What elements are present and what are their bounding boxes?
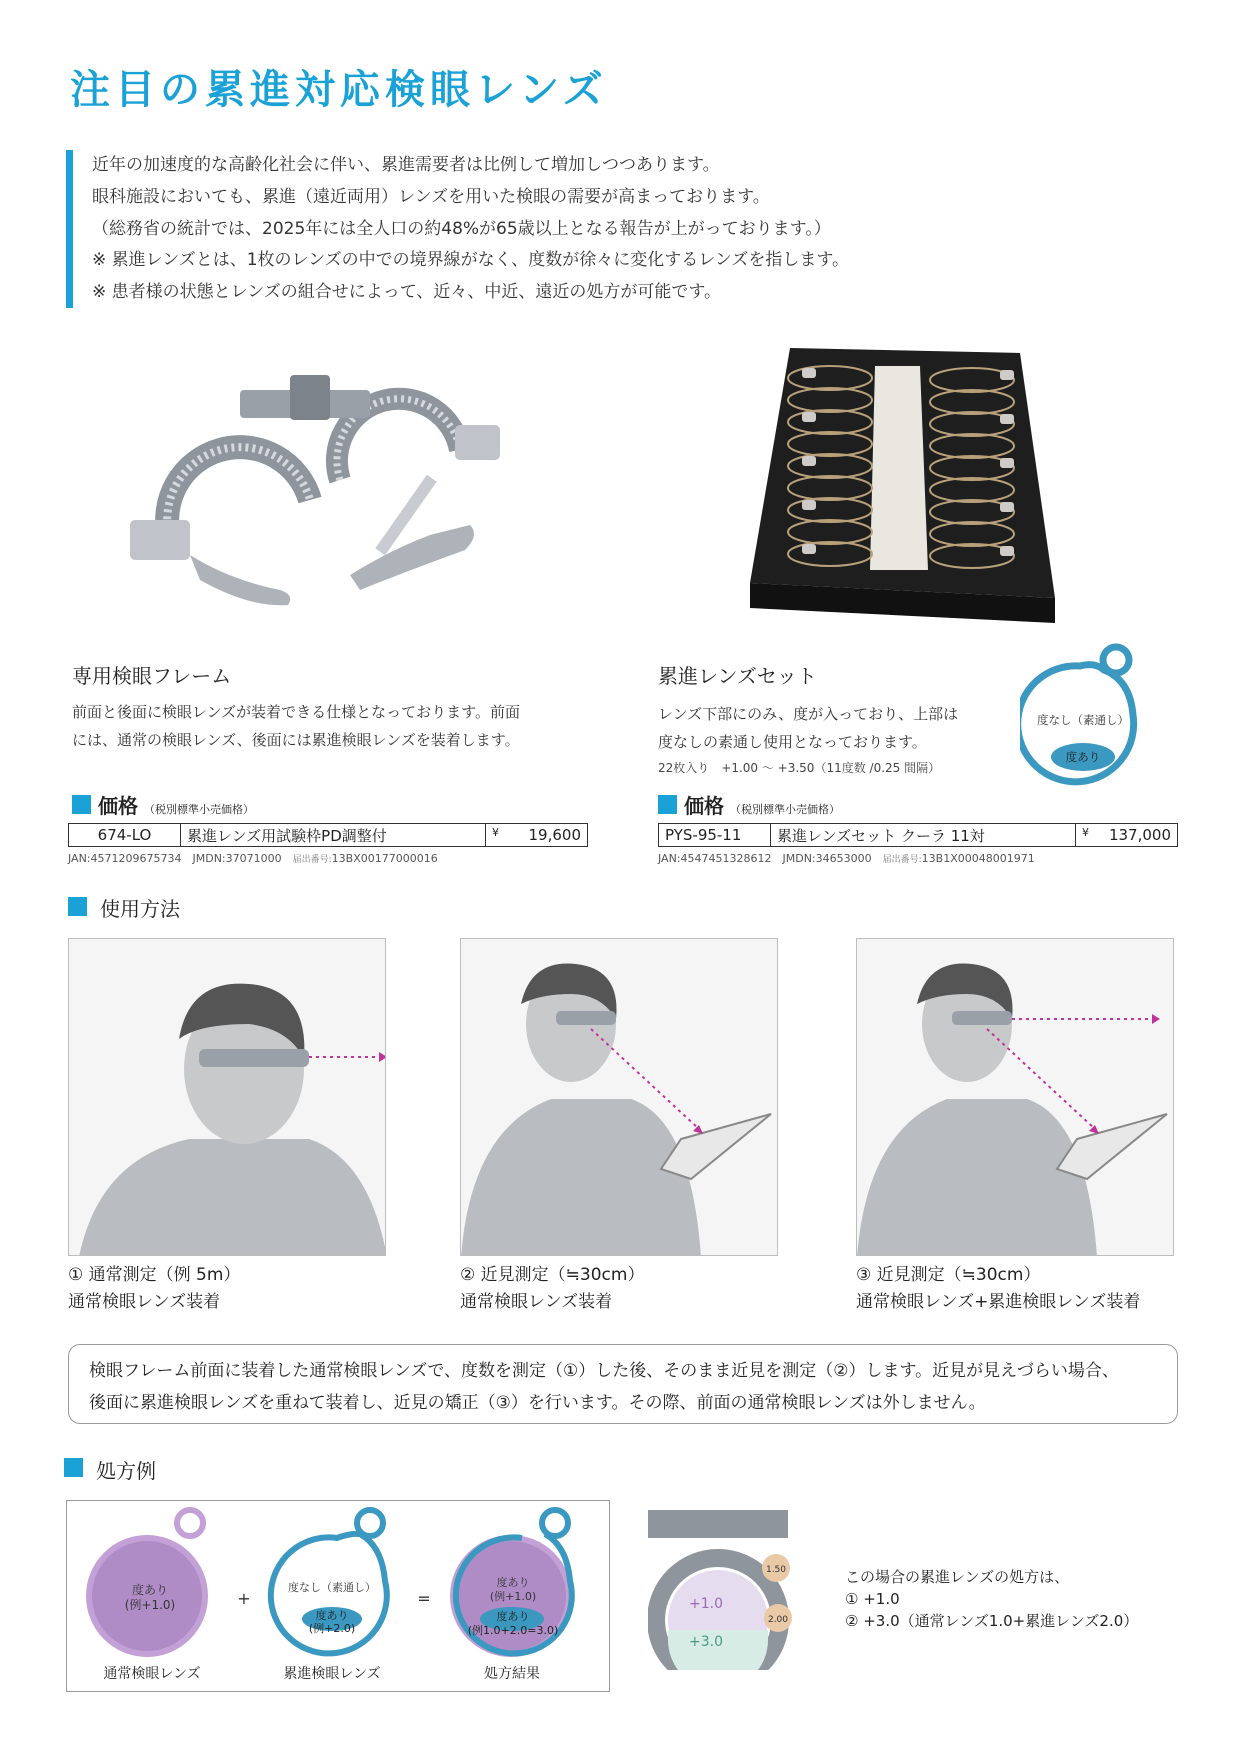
step2-illustration — [461, 939, 778, 1256]
product1-desc-line: 前面と後面に検眼レンズが装着できる仕様となっております。前面 — [72, 703, 520, 721]
price1-item: 累進レンズ用試験枠PD調整付 — [181, 824, 486, 847]
step3-title: ③ 近見測定（≒30cm） — [856, 1265, 1041, 1285]
product1-jan — [68, 850, 438, 866]
lens-top-text: 度なし（素通し） — [1037, 713, 1129, 727]
price1-heading — [98, 790, 254, 819]
product1-jan-code: JAN:4571209675734 JMDN:37071000 — [68, 852, 282, 865]
price2-amount: 137,000 — [1108, 826, 1171, 844]
table-row — [69, 824, 588, 847]
product2-name: 累進レンズセット — [658, 664, 817, 688]
product2-jan-code: JAN:4547451328612 JMDN:34653000 — [658, 852, 872, 865]
lens3-t1: 度あり — [496, 1576, 530, 1589]
lens1-label: 通常検眼レンズ — [103, 1666, 201, 1682]
lens2-b1: 度あり — [315, 1609, 349, 1622]
lens-bottom-text: 度あり — [1065, 750, 1101, 764]
trial-frame-illustration — [110, 340, 530, 630]
usage-note-box — [68, 1344, 1178, 1424]
price2-code: PYS-95-11 — [659, 824, 771, 847]
step3-photo — [856, 938, 1174, 1256]
price1-table — [68, 823, 588, 847]
product2-reg-label: 届出番号: — [882, 855, 922, 865]
product2-note: 22枚入り +1.00 ～ +3.50（11度数 /0.25 間隔） — [658, 761, 941, 775]
step3-illustration — [857, 939, 1174, 1256]
step2-detail: 通常検眼レンズ装着 — [460, 1292, 613, 1312]
intro-line: 眼科施設においても、累進（遠近両用）レンズを用いた検眼の需要が高まっております。 — [92, 186, 770, 207]
page-title: 注目の累進対応検眼レンズ — [70, 66, 608, 113]
intro-line: ※ 累進レンズとは、1枚のレンズの中での境界線がなく、度数が徐々に変化するレンズを指します。 — [92, 250, 849, 271]
photo-tag1: 1.50 — [765, 1565, 787, 1575]
step2-caption — [460, 1262, 644, 1316]
lens3-label: 処方結果 — [484, 1666, 540, 1682]
rx-diagram-box — [66, 1500, 610, 1692]
product2-reg-number: 13B1X00048001971 — [921, 852, 1035, 865]
rx-frame-photo — [648, 1500, 808, 1670]
price2-heading — [684, 790, 840, 819]
lens2-b2: (例+2.0) — [308, 1622, 356, 1635]
product1-reg-label: 届出番号: — [292, 855, 332, 865]
product2-desc-line: レンズ下部にのみ、度が入っており、上部は — [658, 705, 959, 723]
price1-amount: 19,600 — [528, 826, 581, 844]
lens2-top: 度なし（素通し） — [288, 1581, 376, 1594]
step1-title: ① 通常測定（例 5m） — [68, 1265, 241, 1285]
lens3-t2: (例+1.0) — [489, 1590, 537, 1603]
intro-line: ※ 患者様の状態とレンズの組合せによって、近々、中近、遠近の処方が可能です。 — [92, 282, 722, 303]
step3-caption — [856, 1262, 1140, 1316]
price1-amount-cell — [486, 824, 588, 847]
step1-caption — [68, 1262, 240, 1316]
yen-sign: ¥ — [1082, 826, 1089, 839]
trial-frame-photo — [110, 340, 530, 630]
photo-top-value: +1.0 — [689, 1596, 723, 1612]
rx-text-line: この場合の累進レンズの処方は、 — [845, 1568, 1070, 1586]
intro-line: （総務省の統計では、2025年には全人口の約48%が65歳以上となる報告が上がっております。） — [92, 218, 831, 239]
lens-case-illustration — [750, 348, 1055, 623]
step3-detail: 通常検眼レンズ+累進検眼レンズ装着 — [856, 1292, 1141, 1312]
usage-heading: 使用方法 — [100, 897, 180, 921]
product1-name: 専用検眼フレーム — [72, 664, 232, 688]
step1-illustration — [69, 939, 386, 1256]
price1-code: 674-LO — [69, 824, 181, 847]
step1-detail: 通常検眼レンズ装着 — [68, 1292, 221, 1312]
product1-desc-line: には、通常の検眼レンズ、後面には累進検眼レンズを装着します。 — [72, 731, 520, 749]
product1-description — [72, 698, 520, 754]
price2-sub: （税別標準小売価格） — [730, 803, 840, 816]
lens-set-photo — [750, 348, 1055, 623]
photo-tag2: 2.00 — [767, 1615, 789, 1625]
lens2-label: 累進検眼レンズ — [283, 1666, 381, 1682]
rx-explanation — [845, 1566, 1138, 1632]
step2-title: ② 近見測定（≒30cm） — [460, 1265, 645, 1285]
progressive-lens-icon — [1020, 640, 1150, 790]
rx-text-line: ① +1.0 — [845, 1590, 900, 1608]
price1-square-icon — [72, 795, 91, 814]
usage-note-line: 検眼フレーム前面に装着した通常検眼レンズで、度数を測定（①）した後、そのまま近見を測定（②）します。近見が見えづらい場合、 — [89, 1361, 1119, 1381]
product2-jan — [658, 850, 1035, 866]
rx-plus: + — [237, 1589, 251, 1608]
product2-desc-line: 度なしの素通し使用となっております。 — [658, 733, 927, 751]
price2-label: 価格 — [684, 794, 724, 818]
lens3-b1: 度あり — [496, 1610, 530, 1623]
product1-reg-number: 13BX00177000016 — [331, 852, 438, 865]
price1-sub: （税別標準小売価格） — [144, 803, 254, 816]
usage-note-line: 後面に累進検眼レンズを重ねて装着し、近見の矯正（③）を行います。その際、前面の通常検眼レンズは外しません。 — [89, 1393, 986, 1413]
table-row — [659, 824, 1178, 847]
photo-bottom-value: +3.0 — [689, 1634, 723, 1650]
progressive-lens-diagram — [1020, 640, 1150, 790]
lens1-text1: 度あり — [131, 1583, 169, 1597]
rx-heading: 処方例 — [96, 1459, 156, 1483]
lens1-text2: (例+1.0) — [124, 1598, 176, 1612]
rx-square-icon — [64, 1458, 83, 1477]
usage-square-icon — [68, 897, 87, 916]
price1-label: 価格 — [98, 794, 138, 818]
rx-equals: = — [417, 1589, 431, 1608]
yen-sign: ¥ — [492, 826, 499, 839]
step2-photo — [460, 938, 778, 1256]
rx-text-line: ② +3.0（通常レンズ1.0+累進レンズ2.0） — [845, 1612, 1139, 1630]
intro-text — [92, 150, 849, 309]
product2-description — [658, 700, 958, 756]
intro-line: 近年の加速度的な高齢化社会に伴い、累進需要者は比例して増加しつつあります。 — [92, 155, 720, 175]
price2-amount-cell — [1076, 824, 1178, 847]
rx-frame-illustration — [648, 1500, 808, 1670]
price2-table — [658, 823, 1178, 847]
price2-item: 累進レンズセット クーラ 11対 — [771, 824, 1076, 847]
lens3-b2: (例1.0+2.0=3.0) — [467, 1624, 559, 1637]
step1-photo — [68, 938, 386, 1256]
price2-square-icon — [658, 795, 677, 814]
intro-accent-bar — [66, 150, 73, 308]
